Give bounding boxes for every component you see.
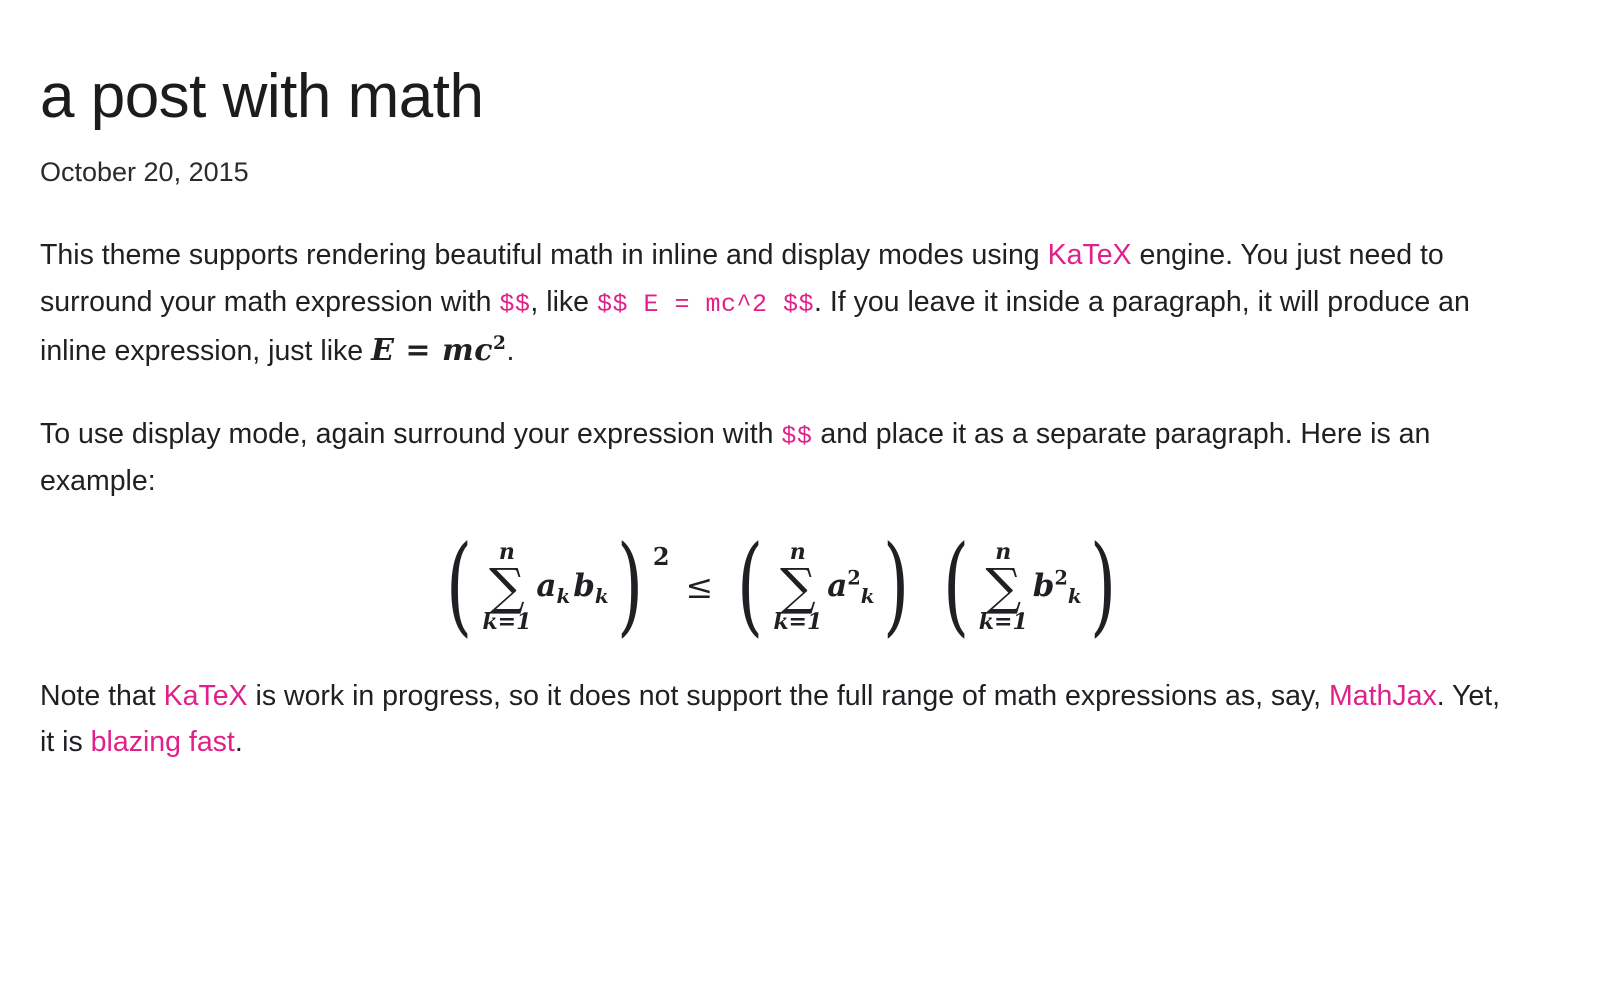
- math-group-middle: [729, 523, 916, 649]
- inline-math-emc2: [371, 333, 506, 368]
- left-paren-1: (: [446, 523, 473, 649]
- sigma-icon-2: ∑: [779, 557, 816, 616]
- cauchy-schwarz-equation: [438, 523, 1123, 649]
- inline-math-exponent: 2: [492, 332, 507, 354]
- link-katex-2[interactable]: KaTeX: [163, 679, 248, 712]
- post-date: October 20, 2015: [40, 157, 249, 188]
- left-paren-2: (: [737, 523, 764, 649]
- link-mathjax[interactable]: MathJax: [1328, 679, 1437, 712]
- paragraph-intro-text-1: This theme supports rendering beautiful math in inline and display modes using: [40, 239, 1048, 272]
- page-title: a post with math: [40, 62, 484, 131]
- term-a2-superscript: 2: [847, 566, 861, 590]
- paragraph-intro: [40, 232, 1522, 375]
- paragraph-display-text-2: and place it as a separate paragraph. Here is an example:: [40, 418, 1431, 497]
- term-b2-base: b: [1032, 568, 1055, 605]
- paragraph-intro-text-4: . If you leave it inside a paragraph, it will produce an inline expression, just like: [40, 286, 1470, 367]
- term-a-k: [536, 568, 571, 609]
- paragraph-note-text-4: .: [234, 726, 243, 759]
- right-paren-2: ): [882, 523, 909, 649]
- sum-lower-limit-2: k=1: [773, 608, 823, 635]
- sum-lower-limit-3: k=1: [978, 608, 1028, 635]
- summation-1: [482, 538, 532, 635]
- term-a-subscript: k: [556, 584, 571, 609]
- left-paren-3: (: [942, 523, 969, 649]
- sum-upper-limit-3: n: [995, 538, 1012, 565]
- term-b-k-squared: [1032, 566, 1082, 609]
- sigma-icon-3: ∑: [985, 557, 1022, 616]
- math-group-right: [935, 523, 1124, 649]
- summation-2: [773, 538, 823, 635]
- term-b2-superscript: 2: [1054, 566, 1068, 590]
- code-dollar-delimiters-2: $$: [781, 422, 813, 452]
- display-math-block: [40, 523, 1522, 649]
- paragraph-display-mode: [40, 411, 1522, 504]
- code-dollar-delimiters: $$: [499, 290, 531, 320]
- sum-lower-limit-1: k=1: [482, 608, 532, 635]
- term-a-base: a: [536, 568, 557, 605]
- paragraph-intro-text-5: .: [506, 334, 515, 367]
- summation-3: [978, 538, 1028, 635]
- paragraph-note: [40, 673, 1522, 766]
- link-katex[interactable]: KaTeX: [1047, 239, 1132, 272]
- paragraph-display-text-1: To use display mode, again surround your expression with: [40, 418, 782, 451]
- right-paren-3: ): [1089, 523, 1116, 649]
- paragraph-intro-text-2: engine. You just need to surround your math expression with: [40, 239, 1444, 319]
- paragraph-intro-text-3: , like: [530, 286, 597, 319]
- term-b-base: b: [573, 568, 595, 605]
- code-math-example: $$ E = mc^2 $$: [596, 290, 814, 320]
- term-b2-subscript: k: [1067, 584, 1082, 609]
- paragraph-note-text-1: Note that: [40, 679, 164, 712]
- inline-math-base: E = mc: [371, 332, 493, 368]
- math-group-left: [438, 523, 670, 649]
- sum-upper-limit-2: n: [789, 538, 806, 565]
- term-b-subscript: k: [594, 584, 609, 609]
- relation-leq: ≤: [685, 567, 714, 607]
- term-a-k-squared: [827, 566, 875, 609]
- right-paren-1: ): [616, 523, 643, 649]
- term-a2-subscript: k: [860, 584, 875, 609]
- paragraph-note-text-2: is work in progress, so it does not support the full range of math expressions as, say,: [247, 679, 1329, 712]
- link-blazing-fast[interactable]: blazing fast: [90, 726, 235, 759]
- sum-upper-limit-1: n: [498, 538, 515, 565]
- paragraph-note-text-3: . Yet, it is: [40, 679, 1501, 759]
- sigma-icon-1: ∑: [489, 557, 525, 616]
- term-a2-base: a: [827, 568, 848, 605]
- term-b-k: [573, 568, 609, 609]
- group-exponent-2: 2: [652, 541, 670, 571]
